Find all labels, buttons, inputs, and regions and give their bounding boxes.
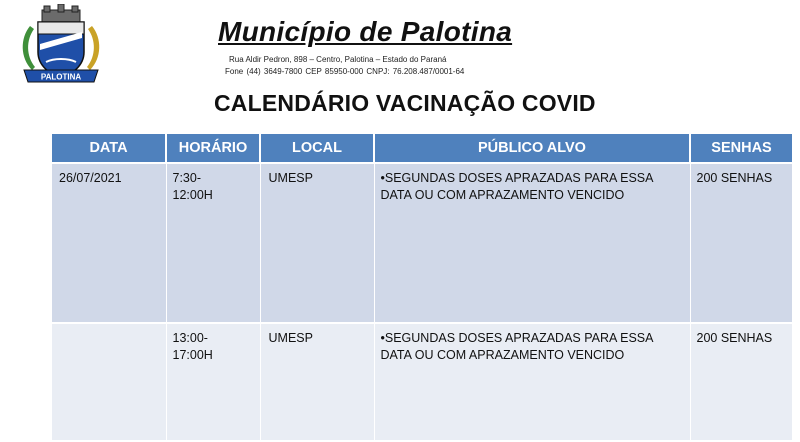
cell-local: UMESP — [260, 323, 374, 441]
cell-data: 26/07/2021 — [52, 163, 166, 323]
column-header-horario: HORÁRIO — [166, 134, 260, 163]
table-row — [52, 323, 792, 441]
contact-line: Fone (44) 3649-7800 CEP 85950-000 CNPJ: 76.208.487/0001-64 — [225, 67, 465, 76]
table-header-row — [52, 134, 792, 163]
cell-publico-alvo: •SEGUNDAS DOSES APRAZADAS PARA ESSA DATA OU COM APRAZAMENTO VENCIDO — [374, 163, 690, 323]
table-row — [52, 163, 792, 323]
column-header-data: DATA — [52, 134, 166, 163]
cell-senhas: 200 SENHAS — [690, 163, 792, 323]
cell-data — [52, 323, 166, 441]
left-wreath-icon — [23, 26, 35, 70]
column-header-senhas: SENHAS — [690, 134, 792, 163]
cell-local: UMESP — [260, 163, 374, 323]
municipality-title: Município de Palotina — [218, 16, 513, 47]
cell-publico-alvo: •SEGUNDAS DOSES APRAZADAS PARA ESSA DATA OU COM APRAZAMENTO VENCIDO — [374, 323, 690, 441]
page-title: CALENDÁRIO VACINAÇÃO COVID — [214, 90, 596, 116]
cell-horario: 13:00- 17:00H — [166, 323, 260, 441]
cell-horario: 7:30- 12:00H — [166, 163, 260, 323]
address-line: Rua Aldir Pedron, 898 – Centro, Palotina – Estado do Paraná — [229, 55, 447, 64]
municipal-crest-logo — [18, 4, 104, 88]
column-header-local: LOCAL — [260, 134, 374, 163]
crest-ribbon-text: PALOTINA — [40, 72, 82, 82]
vaccination-schedule-table — [52, 134, 792, 442]
cell-senhas: 200 SENHAS — [690, 323, 792, 441]
column-header-publico-alvo: PÚBLICO ALVO — [374, 134, 690, 163]
right-wreath-icon — [87, 26, 99, 70]
